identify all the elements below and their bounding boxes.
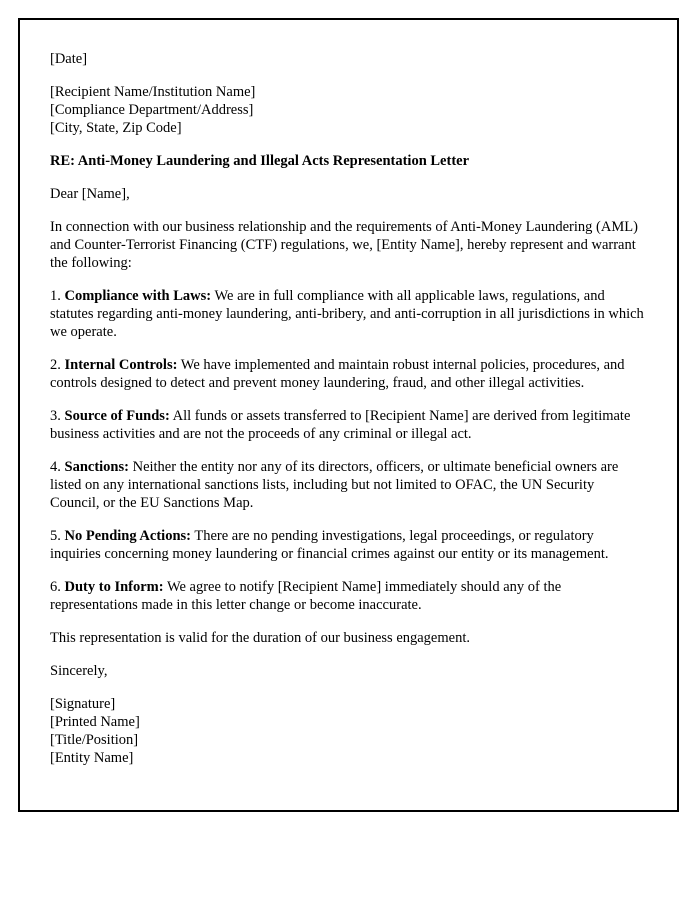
title-position-placeholder: [Title/Position] <box>50 732 139 748</box>
signature-placeholder: [Signature] <box>50 696 116 712</box>
item-title: Compliance with Laws: <box>64 288 212 304</box>
signature-block <box>50 695 647 767</box>
recipient-address-line: [Compliance Department/Address] <box>50 102 254 118</box>
item-title: Source of Funds: <box>64 408 170 424</box>
letter-page <box>18 18 679 812</box>
numbered-item-5 <box>50 527 647 563</box>
intro-paragraph: In connection with our business relationship and the requirements of Anti-Money Laundering (AML) and Counter-Terrorist Financing (CTF) regulations, we, [Entity Name], hereby represent and warrant the following: <box>50 219 638 271</box>
numbered-item-6 <box>50 578 647 614</box>
recipient-block <box>50 83 647 137</box>
item-number: 1. <box>50 288 61 304</box>
item-number: 2. <box>50 357 61 373</box>
item-number: 5. <box>50 528 61 544</box>
subject-line: RE: Anti-Money Laundering and Illegal Acts Representation Letter <box>50 153 470 169</box>
item-title: Internal Controls: <box>64 357 178 373</box>
item-title: Sanctions: <box>64 459 129 475</box>
item-number: 6. <box>50 579 61 595</box>
item-number: 4. <box>50 459 61 475</box>
recipient-name-line: [Recipient Name/Institution Name] <box>50 84 256 100</box>
item-title: No Pending Actions: <box>64 528 191 544</box>
numbered-item-2 <box>50 356 647 392</box>
letter-date: [Date] <box>50 51 88 67</box>
item-text: All funds or assets transferred to [Recipient Name] are derived from legitimate business activities and are not the proceeds of any criminal or illegal act. <box>50 408 631 442</box>
item-text: We agree to notify [Recipient Name] immediately should any of the representations made in this letter change or become inaccurate. <box>50 579 562 613</box>
numbered-item-1 <box>50 287 647 341</box>
item-text: We have implemented and maintain robust internal policies, procedures, and controls designed to detect and prevent money laundering, fraud, and other illegal activities. <box>50 357 625 391</box>
closing: Sincerely, <box>50 663 108 679</box>
item-text: We are in full compliance with all applicable laws, regulations, and statutes regarding anti-money laundering, anti-bribery, and anti-corruption in all jurisdictions in which we operate. <box>50 288 644 340</box>
numbered-item-4 <box>50 458 647 512</box>
recipient-city-line: [City, State, Zip Code] <box>50 120 182 136</box>
item-text: Neither the entity nor any of its directors, officers, or ultimate beneficial owners are listed on any international sanctions lists, including but not limited to OFAC, the UN Security Council, or the EU Sanctions Map. <box>50 459 619 511</box>
printed-name-placeholder: [Printed Name] <box>50 714 140 730</box>
item-text: There are no pending investigations, legal proceedings, or regulatory inquiries concerning money laundering or financial crimes against our entity or its management. <box>50 528 609 562</box>
salutation: Dear [Name], <box>50 186 130 202</box>
numbered-item-3 <box>50 407 647 443</box>
item-title: Duty to Inform: <box>64 579 164 595</box>
entity-name-placeholder: [Entity Name] <box>50 750 134 766</box>
validity-statement: This representation is valid for the duration of our business engagement. <box>50 630 470 646</box>
item-number: 3. <box>50 408 61 424</box>
